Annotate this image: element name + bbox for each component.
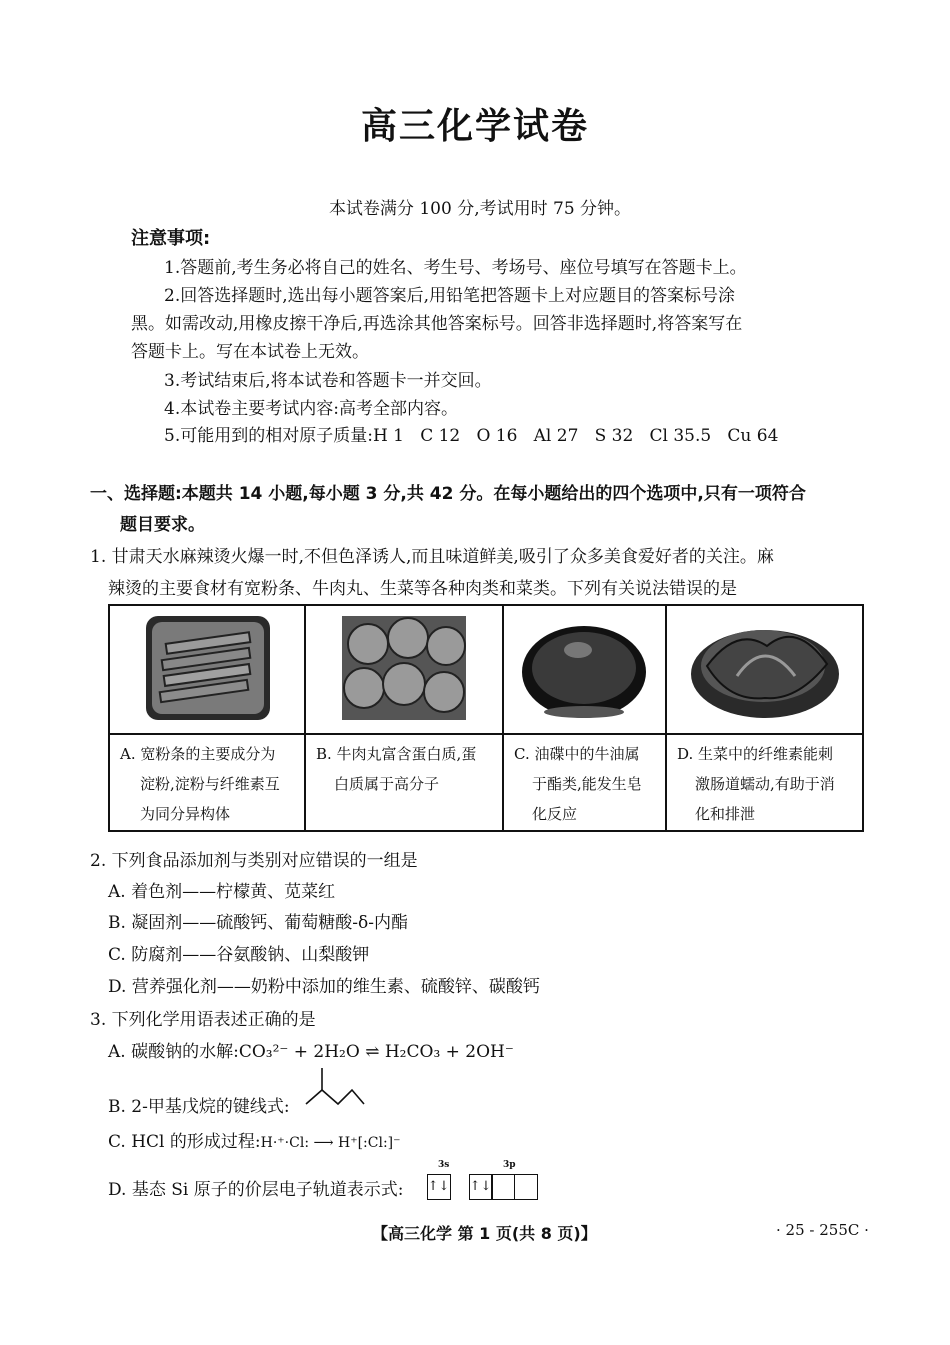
option-d-line: 化和排泄 [695, 805, 756, 823]
exam-subtitle: 本试卷满分 100 分,考试用时 75 分钟。 [328, 199, 632, 219]
notice-item: 1.答题前,考生务必将自己的姓名、考生号、考场号、座位号填写在答题卡上。 [164, 258, 747, 278]
option-a-line: A. 宽粉条的主要成分为 [120, 745, 276, 763]
section-heading-cont: 题目要求。 [120, 515, 205, 535]
footer-page-info: 【高三化学 第 1 页(共 8 页)】 [372, 1224, 597, 1243]
question-2-option: A. 着色剂——柠檬黄、苋菜红 [108, 882, 336, 902]
question-3-stem: 3. 下列化学用语表述正确的是 [90, 1010, 316, 1030]
notice-item: 5.可能用到的相对原子质量:H 1 C 12 O 16 Al 27 S 32 Cl 35.5 Cu 64 [164, 426, 779, 446]
question-2-option: C. 防腐剂——谷氨酸钠、山梨酸钾 [108, 945, 370, 965]
orbital-3p-box [514, 1174, 538, 1200]
orbital-3p-box: ↑↓ [469, 1174, 493, 1200]
question-3-option-a [108, 1037, 514, 1062]
question-2-stem: 2. 下列食品添加剂与类别对应错误的一组是 [90, 851, 418, 871]
lettuce-image [666, 605, 863, 734]
option-d-line: 激肠道蠕动,有助于消 [695, 775, 835, 793]
orbital-3s-label: 3s [438, 1160, 450, 1170]
notice-item: 3.考试结束后,将本试卷和答题卡一并交回。 [164, 371, 492, 391]
page-title: 高三化学试卷 [360, 106, 589, 147]
option-c [503, 734, 666, 831]
option-a-line: 为同分异构体 [140, 805, 231, 823]
footer-code: · 25 - 255C · [776, 1221, 869, 1239]
orbital-3p-box [491, 1174, 515, 1200]
option-a-line: 淀粉,淀粉与纤维素互 [140, 775, 280, 793]
wide-noodles-image [109, 605, 305, 734]
notice-item: 4.本试卷主要考试内容:高考全部内容。 [164, 399, 458, 419]
question-1-stem: 1. 甘肃天水麻辣烫火爆一时,不但色泽诱人,而且味道鲜美,吸引了众多美食爱好者的关注。麻 [90, 547, 774, 567]
beef-balls-image [305, 605, 503, 734]
oil-dish-image [503, 605, 666, 734]
question-1-stem-cont: 辣烫的主要食材有宽粉条、牛肉丸、生菜等各种肉类和菜类。下列有关说法错误的是 [108, 579, 737, 599]
question-2-option: D. 营养强化剂——奶粉中添加的维生素、硫酸锌、碳酸钙 [108, 977, 540, 997]
question-3-option-b: B. 2-甲基戊烷的键线式: [108, 1097, 290, 1117]
option-c-line: 于酯类,能发生皂 [532, 775, 642, 793]
option-c-line: C. 油碟中的牛油属 [514, 745, 640, 763]
question-3-option-d: D. 基态 Si 原子的价层电子轨道表示式: [108, 1180, 404, 1200]
question-2-option: B. 凝固剂——硫酸钙、葡萄糖酸-δ-内酯 [108, 913, 409, 933]
question-1-options-table [108, 604, 864, 832]
notice-heading: 注意事项: [131, 228, 211, 249]
notice-item: 答题卡上。写在本试卷上无效。 [131, 342, 369, 362]
orbital-3p-label: 3p [503, 1160, 516, 1170]
notice-item: 黑。如需改动,用橡皮擦干净后,再选涂其他答案标号。回答非选择题时,将答案写在 [131, 314, 743, 334]
option-a [109, 734, 305, 831]
option-b [305, 734, 503, 831]
skeletal-formula-diagram [304, 1066, 366, 1108]
question-3-option-c [108, 1127, 401, 1152]
section-heading: 一、选择题:本题共 14 小题,每小题 3 分,共 42 分。在每小题给出的四个选项中,只有一项符合 [90, 484, 806, 504]
option-b-line: B. 牛肉丸富含蛋白质,蛋 [316, 745, 477, 763]
option-d [666, 734, 863, 831]
hydrolysis-equation: CO₃²⁻ + 2H₂O ⇌ H₂CO₃ + 2OH⁻ [238, 1042, 514, 1062]
notice-item: 2.回答选择题时,选出每小题答案后,用铅笔把答题卡上对应题目的答案标号涂 [164, 286, 736, 306]
hcl-formation-formula: H·⁺·Cl: ⟶ H⁺[:Cl:]⁻ [260, 1135, 401, 1151]
option-a-label: A. 碳酸钠的水解: [108, 1042, 239, 1062]
orbital-3s-box: ↑↓ [427, 1174, 451, 1200]
option-b-line: 白质属于高分子 [334, 775, 440, 793]
option-c-line: 化反应 [532, 805, 578, 823]
option-c-label: C. HCl 的形成过程: [108, 1132, 261, 1152]
option-d-line: D. 生菜中的纤维素能刺 [677, 745, 834, 763]
